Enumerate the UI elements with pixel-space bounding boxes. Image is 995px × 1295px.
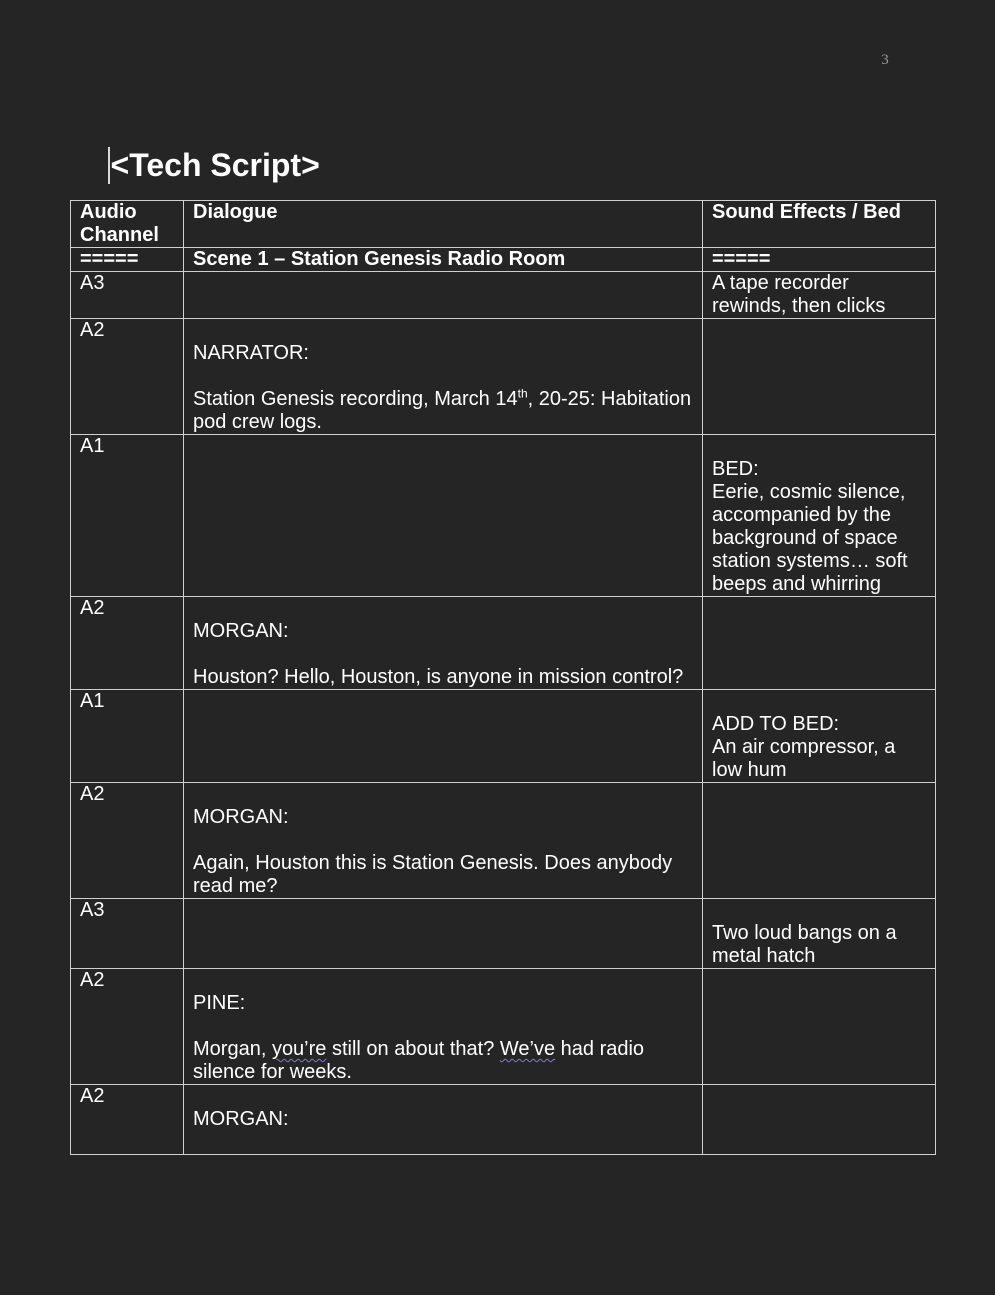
sfx-cell[interactable] [703, 435, 936, 597]
text-cursor [108, 147, 110, 184]
scene-marker-row [71, 248, 936, 272]
sfx-description: An air compressor, a low hum [712, 736, 896, 781]
dialogue-cell[interactable] [184, 435, 703, 597]
sfx-cell[interactable] [703, 969, 936, 1085]
dialogue-cell[interactable] [184, 319, 703, 435]
header-sound-effects[interactable]: Sound Effects / Bed [703, 201, 936, 248]
sfx-description: Eerie, cosmic silence, accompanied by the background of space station systems… soft beeps and whirring [712, 481, 908, 595]
channel-cell[interactable]: A2 [71, 319, 184, 435]
speaker-label: MORGAN: [193, 806, 289, 828]
tech-script-table [70, 200, 936, 1155]
table-row [71, 783, 936, 899]
sfx-label: ADD TO BED: [712, 713, 840, 735]
dialogue-cell[interactable] [184, 272, 703, 319]
table-row [71, 1085, 936, 1155]
sfx-cell[interactable] [703, 783, 936, 899]
dialogue-line: Again, Houston this is Station Genesis. Does anybody read me? [193, 852, 673, 897]
table-row [71, 690, 936, 783]
header-dialogue[interactable]: Dialogue [184, 201, 703, 248]
table-row [71, 435, 936, 597]
dialogue-cell[interactable] [184, 969, 703, 1085]
table-row [71, 272, 936, 319]
dialogue-line: Station Genesis recording, March 14th, 20-25: Habitation pod crew logs. [193, 386, 692, 433]
dialogue-cell[interactable] [184, 597, 703, 690]
speaker-label: NARRATOR: [193, 342, 309, 364]
scene-heading-cell[interactable]: Scene 1 – Station Genesis Radio Room [184, 248, 703, 272]
sfx-cell[interactable] [703, 899, 936, 969]
channel-cell[interactable]: A3 [71, 272, 184, 319]
table-row [71, 319, 936, 435]
document-title[interactable] [108, 145, 320, 185]
sfx-cell[interactable] [703, 1085, 936, 1155]
sfx-cell[interactable] [703, 597, 936, 690]
table-row [71, 899, 936, 969]
sfx-description: Two loud bangs on a metal hatch [712, 922, 897, 967]
table-row [71, 969, 936, 1085]
channel-cell[interactable]: A2 [71, 783, 184, 899]
page-number: 3 [881, 52, 889, 68]
marker-sfx-cell[interactable]: ===== [703, 248, 936, 272]
dialogue-line: Houston? Hello, Houston, is anyone in mission control? [193, 666, 684, 688]
sfx-cell[interactable] [703, 690, 936, 783]
speaker-label: MORGAN: [193, 1108, 289, 1130]
speaker-label: MORGAN: [193, 620, 289, 642]
document-title-text: <Tech Script> [110, 147, 320, 183]
channel-cell[interactable]: A2 [71, 597, 184, 690]
channel-cell[interactable]: A1 [71, 435, 184, 597]
sfx-cell[interactable] [703, 319, 936, 435]
channel-cell[interactable]: A3 [71, 899, 184, 969]
table-row [71, 597, 936, 690]
spellcheck-flag[interactable]: you’re [271, 1038, 327, 1060]
table-header-row [71, 201, 936, 248]
marker-channel-cell[interactable]: ===== [71, 248, 184, 272]
channel-cell[interactable]: A2 [71, 969, 184, 1085]
dialogue-cell[interactable] [184, 1085, 703, 1155]
speaker-label: PINE: [193, 992, 246, 1014]
channel-cell[interactable]: A2 [71, 1085, 184, 1155]
dialogue-cell[interactable] [184, 783, 703, 899]
sfx-label: BED: [712, 458, 759, 480]
spellcheck-flag[interactable]: We’ve [499, 1038, 556, 1060]
header-audio-channel[interactable]: Audio Channel [71, 201, 184, 248]
channel-cell[interactable]: A1 [71, 690, 184, 783]
dialogue-cell[interactable] [184, 899, 703, 969]
dialogue-line: Morgan, you’re still on about that? We’ve had radio silence for weeks. [193, 1038, 645, 1083]
sfx-cell[interactable]: A tape recorder rewinds, then clicks [703, 272, 936, 319]
dialogue-cell[interactable] [184, 690, 703, 783]
